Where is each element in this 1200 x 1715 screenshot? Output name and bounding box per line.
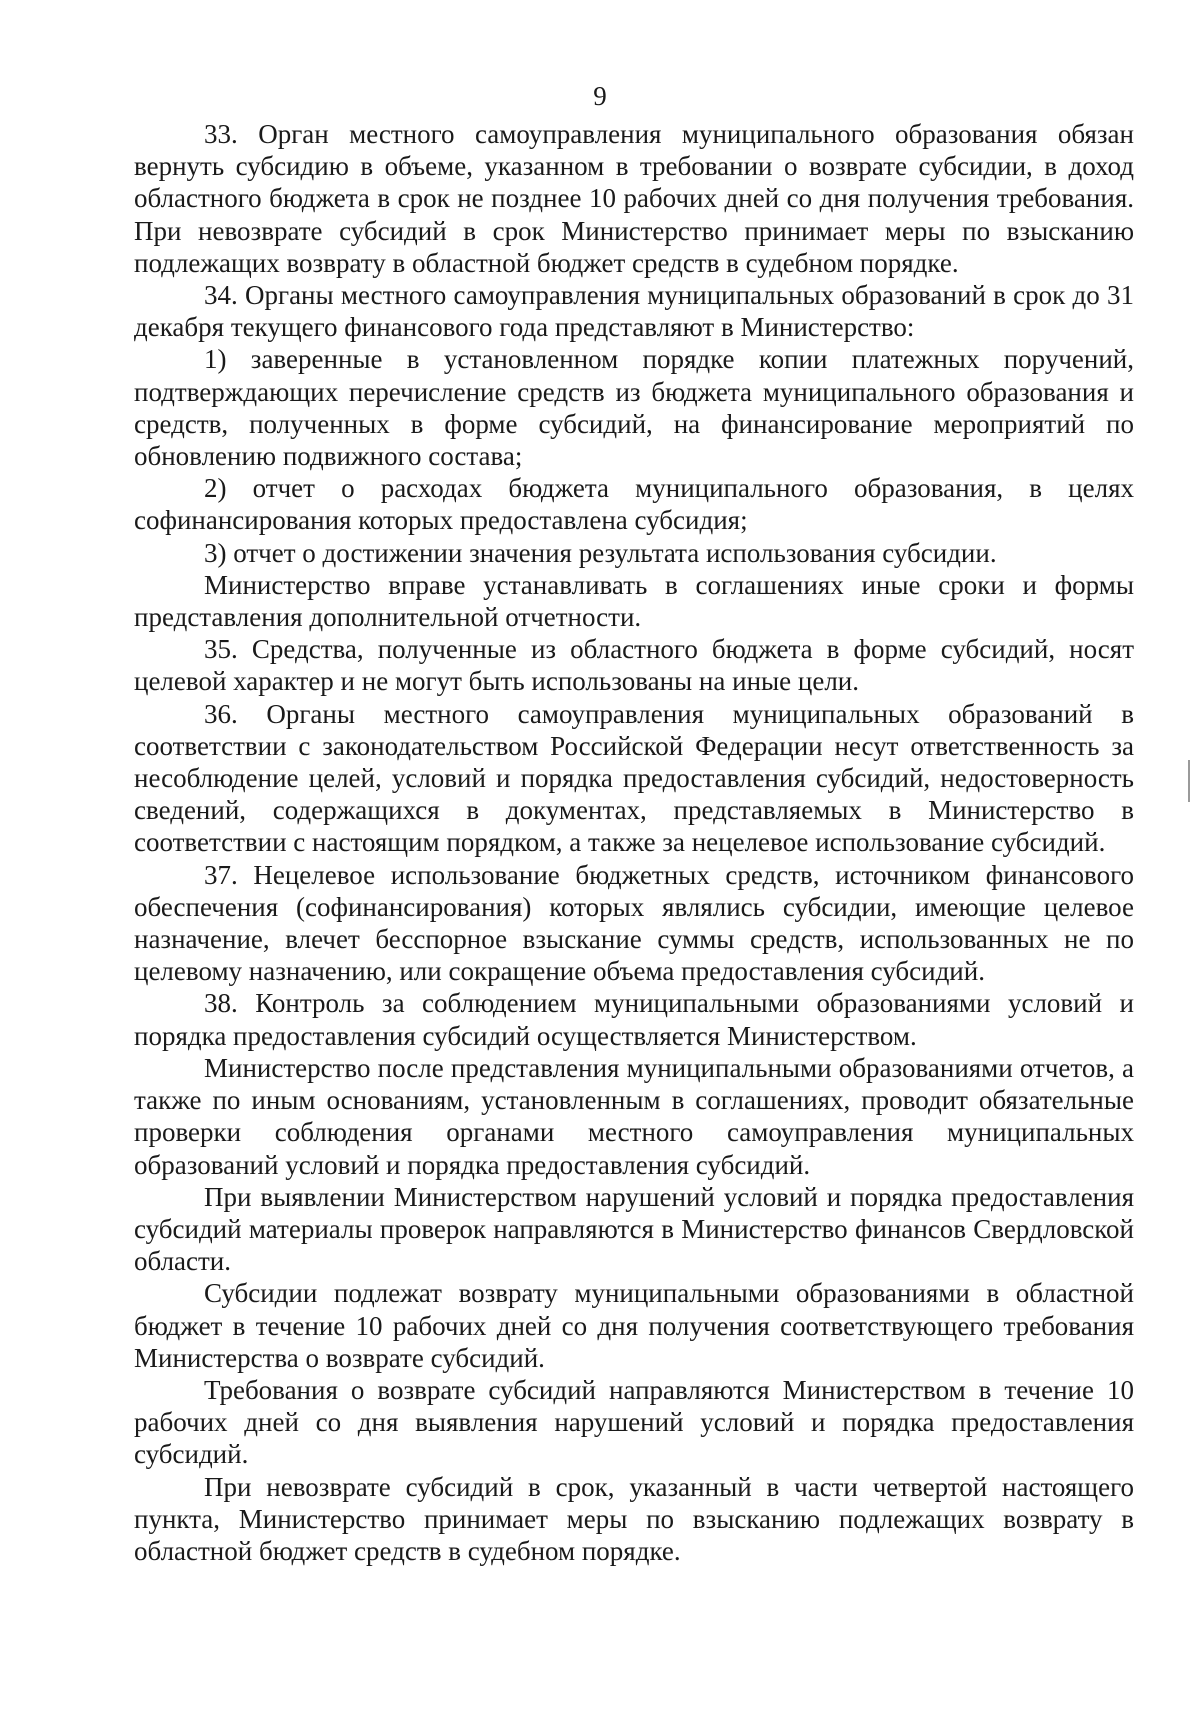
paragraph-35: 35. Средства, полученные из областного бюджета в форме субсидий, носят целевой характер и не могут быть использованы на иные цели.	[134, 634, 1134, 697]
paragraph-38-part-4: Субсидии подлежат возврату муниципальными образованиями в областной бюджет в течение 10 рабочих дней со дня получения соответствующего требования Министерства о возврате субсидий.	[134, 1278, 1134, 1373]
paragraph-38-part-5: Требования о возврате субсидий направляются Министерством в течение 10 рабочих дней со дня выявления нарушений условий и порядка предоставления субсидий.	[134, 1374, 1134, 1470]
paragraph-38-part-3: При выявлении Министерством нарушений условий и порядка предоставления субсидий материалы проверок направляются в Министерство финансов Свердловской области.	[134, 1181, 1134, 1277]
document-body	[134, 118, 1134, 1567]
paragraph-38: 38. Контроль за соблюдением муниципальными образованиями условий и порядка предоставления субсидий осуществляется Министерством.	[134, 988, 1134, 1051]
paragraph-34-note: Министерство вправе устанавливать в соглашениях иные сроки и формы представления дополнительной отчетности.	[134, 569, 1134, 633]
paragraph-34-item-2: 2) отчет о расходах бюджета муниципального образования, в целях софинансирования которых предоставлена субсидия;	[134, 473, 1134, 536]
scan-margin-mark	[1188, 760, 1190, 802]
page-number: 9	[593, 81, 607, 111]
paragraph-38-part-2: Министерство после представления муниципальными образованиями отчетов, а также по иным основаниям, установленным в соглашениях, проводит обязательные проверки соблюдения органами местного самоуправления муниципальных образований условий и порядка предоставления субсидий.	[134, 1052, 1134, 1180]
paragraph-38-part-6: При невозврате субсидий в срок, указанный в части четвертой настоящего пункта, Министерство принимает меры по взысканию подлежащих возврату в областной бюджет средств в судебном порядке.	[134, 1471, 1134, 1566]
paragraph-33: 33. Орган местного самоуправления муниципального образования обязан вернуть субсидию в объеме, указанном в требовании о возврате субсидии, в доход областного бюджета в срок не позднее 10 рабочих дней со дня получения требования. При невозврате субсидий в срок Министерство принимает меры по взысканию подлежащих возврату в областной бюджет средств в судебном порядке.	[134, 119, 1134, 278]
paragraph-36: 36. Органы местного самоуправления муниципальных образований в соответствии с законодательством Российской Федерации несут ответственность за несоблюдение целей, условий и порядка предоставления субсидий, недостоверность сведений, содержащихся в документах, представляемых в Министерство в соответствии с настоящим порядком, а также за нецелевое использование субсидий.	[134, 698, 1134, 858]
paragraph-37: 37. Нецелевое использование бюджетных средств, источником финансового обеспечения (софинансирования) которых являлись субсидии, имеющие целевое назначение, влечет бесспорное взыскание суммы средств, использованных не по целевому назначению, или сокращение объема предоставления субсидий.	[134, 859, 1134, 987]
paragraph-34-item-3: 3) отчет о достижении значения результата использования субсидии.	[204, 537, 997, 568]
paragraph-34-item-1: 1) заверенные в установленном порядке копии платежных поручений, подтверждающих перечисление средств из бюджета муниципального образования и средств, полученных в форме субсидий, на финансирование мероприятий по обновлению подвижного состава;	[134, 344, 1134, 472]
paragraph-34: 34. Органы местного самоуправления муниципальных образований в срок до 31 декабря текущего финансового года представляют в Министерство:	[134, 280, 1134, 343]
